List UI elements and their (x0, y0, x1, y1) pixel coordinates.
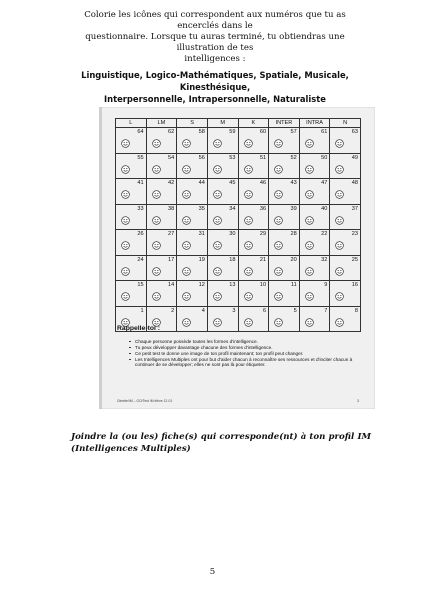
smiley-face-icon[interactable] (244, 139, 253, 148)
cell-number: 49 (351, 154, 358, 161)
smiley-face-icon[interactable] (244, 267, 253, 276)
smiley-face-icon[interactable] (182, 292, 191, 301)
smiley-face-icon[interactable] (305, 241, 314, 250)
grid-cell[interactable] (299, 255, 330, 281)
smiley-face-icon[interactable] (182, 190, 191, 199)
grid-cell[interactable] (238, 128, 269, 154)
reminder-item: Chaque personne possède toutes les formes d'intelligence. (135, 339, 367, 344)
smiley-face-icon[interactable] (152, 241, 161, 250)
grid-cell[interactable] (146, 204, 177, 230)
smiley-face-icon[interactable] (274, 139, 283, 148)
cell-number: 24 (137, 256, 144, 263)
smiley-face-icon[interactable] (121, 190, 130, 199)
smiley-face-icon[interactable] (305, 216, 314, 225)
header-m: M (207, 119, 238, 128)
cell-number: 56 (198, 154, 205, 161)
grid-cell[interactable] (238, 255, 269, 281)
intelligences-list (66, 69, 364, 105)
smiley-face-icon[interactable] (305, 292, 314, 301)
grid-cell[interactable] (269, 204, 300, 230)
smiley-face-icon[interactable] (182, 216, 191, 225)
intro-paragraph (70, 10, 360, 65)
smiley-face-icon[interactable] (121, 241, 130, 250)
cell-number: 2 (171, 307, 175, 314)
smiley-face-icon[interactable] (152, 139, 161, 148)
grid-cell[interactable] (146, 281, 177, 307)
smiley-face-icon[interactable] (244, 190, 253, 199)
grid-cell[interactable] (269, 153, 300, 179)
cell-number: 5 (293, 307, 297, 314)
smiley-face-icon[interactable] (121, 292, 130, 301)
smiley-face-icon[interactable] (305, 190, 314, 199)
grid-cell[interactable] (299, 281, 330, 307)
cell-number: 31 (198, 231, 205, 237)
cell-number: 30 (229, 231, 236, 237)
grid-cell[interactable] (330, 255, 361, 281)
grid-cell[interactable] (238, 153, 269, 179)
cell-number: 4 (201, 307, 205, 314)
smiley-face-icon[interactable] (213, 241, 222, 250)
smiley-face-icon[interactable] (182, 267, 191, 276)
grid-cell[interactable] (177, 281, 208, 307)
cell-number: 41 (137, 180, 144, 186)
cell-number: 21 (259, 256, 267, 263)
grid-cell[interactable] (177, 179, 208, 205)
smiley-face-icon[interactable] (213, 139, 222, 148)
cell-number: 37 (351, 205, 358, 212)
smiley-face-icon[interactable] (305, 139, 314, 148)
scan-edge (99, 107, 102, 409)
cell-number: 7 (324, 307, 328, 314)
cell-number: 9 (324, 282, 328, 288)
grid-cell[interactable] (269, 230, 300, 256)
grid-row (116, 128, 361, 154)
smiley-face-icon[interactable] (335, 292, 344, 301)
smiley-face-icon[interactable] (152, 292, 161, 301)
grid-cell[interactable] (330, 230, 361, 256)
cell-number: 62 (168, 129, 175, 135)
smiley-face-icon[interactable] (274, 216, 283, 225)
cell-number: 32 (321, 256, 328, 263)
grid-cell[interactable] (330, 281, 361, 307)
header-intra: INTRA (299, 119, 330, 128)
cell-number: 10 (259, 282, 267, 288)
cell-number: 42 (168, 180, 175, 186)
cell-number: 28 (290, 231, 297, 237)
cell-number: 45 (229, 180, 236, 186)
cell-number: 46 (259, 180, 267, 186)
cell-number: 35 (198, 205, 205, 212)
smiley-face-icon[interactable] (121, 216, 130, 225)
header-l: L (116, 119, 147, 128)
smiley-face-icon[interactable] (121, 267, 130, 276)
cell-number: 58 (198, 129, 205, 135)
cell-number: 3 (232, 307, 236, 314)
grid-cell[interactable] (330, 179, 361, 205)
intro-line-1: Colorie les icônes qui correspondent aux numéros que tu as encerclés dans le (84, 10, 346, 31)
smiley-face-icon[interactable] (335, 190, 344, 199)
cell-number: 16 (351, 282, 358, 288)
smiley-face-icon[interactable] (305, 165, 314, 174)
smiley-face-icon[interactable] (244, 292, 253, 301)
smiley-face-icon[interactable] (152, 267, 161, 276)
smiley-face-icon[interactable] (335, 267, 344, 276)
reminder-item: Ce petit test te donne une image de ton profil maintenant; ton profil peut changer. (135, 351, 367, 356)
cell-number: 47 (321, 180, 328, 186)
grid-cell[interactable] (330, 204, 361, 230)
grid-cell[interactable] (116, 204, 147, 230)
cell-number: 38 (168, 205, 175, 212)
header-inter: INTER (269, 119, 300, 128)
cell-number: 22 (321, 231, 328, 237)
cell-number: 13 (229, 282, 236, 288)
grid-cell[interactable] (269, 128, 300, 154)
grid-cell[interactable] (207, 255, 238, 281)
reminder-item: Tu peux développer davantage chacune des formes d'intelligence. (135, 345, 367, 350)
grid-cell[interactable] (299, 179, 330, 205)
cell-number: 39 (290, 205, 297, 212)
grid-header-row (116, 119, 361, 128)
header-s: S (177, 119, 208, 128)
grid-cell[interactable] (146, 153, 177, 179)
cell-number: 54 (168, 154, 175, 161)
grid-cell[interactable] (207, 230, 238, 256)
cell-number: 64 (137, 129, 144, 135)
smiley-face-icon[interactable] (335, 241, 344, 250)
cell-number: 34 (229, 205, 236, 212)
grid-cell[interactable] (207, 179, 238, 205)
cell-number: 8 (354, 307, 358, 314)
smiley-face-icon[interactable] (213, 165, 222, 174)
grid-cell[interactable] (269, 255, 300, 281)
cell-number: 57 (290, 129, 297, 135)
reminder-item: Les Intelligences Multiples ont pour but d'aider chacun à reconnaître ses ressources et d'inciter chacun à continuer de se développer; elles ne sont pas là pour étiqueter. (135, 357, 367, 368)
grid-cell[interactable] (269, 179, 300, 205)
grid-cell[interactable] (146, 179, 177, 205)
cell-number: 19 (198, 256, 205, 263)
cell-number: 63 (351, 129, 358, 135)
cell-number: 61 (321, 129, 328, 135)
cell-number: 40 (321, 205, 328, 212)
cell-number: 12 (198, 282, 205, 288)
cell-number: 50 (321, 154, 328, 161)
cell-number: 48 (351, 180, 358, 186)
grid-cell[interactable] (177, 230, 208, 256)
smiley-face-icon[interactable] (121, 165, 130, 174)
intro-line-2: questionnaire. Lorsque tu auras terminé, tu obtiendras une illustration de tes (85, 32, 345, 53)
grid-cell[interactable] (299, 153, 330, 179)
grid-row (116, 230, 361, 256)
scan-reference: Ginette/IM – GO/Test IM élève 12-01 (117, 399, 173, 403)
cell-number: 55 (137, 154, 144, 161)
smiley-face-icon[interactable] (274, 267, 283, 276)
smiley-face-icon[interactable] (274, 190, 283, 199)
smiley-face-icon[interactable] (274, 292, 283, 301)
grid-cell[interactable] (330, 128, 361, 154)
cell-number: 43 (290, 180, 297, 186)
intelligences-line-1: Linguistique, Logico-Mathématiques, Spatiale, Musicale, Kinesthésique, (81, 70, 349, 92)
grid-cell[interactable] (207, 153, 238, 179)
cell-number: 51 (259, 154, 267, 161)
cell-number: 11 (290, 282, 297, 288)
smiley-face-icon[interactable] (244, 241, 253, 250)
smiley-face-icon[interactable] (213, 267, 222, 276)
grid-cell[interactable] (207, 281, 238, 307)
smiley-face-icon[interactable] (213, 190, 222, 199)
cell-number: 14 (168, 282, 175, 288)
grid-cell[interactable] (116, 153, 147, 179)
cell-number: 60 (259, 129, 267, 135)
grid-cell[interactable] (177, 255, 208, 281)
cell-number: 33 (137, 205, 144, 212)
smiley-face-icon[interactable] (305, 267, 314, 276)
grid-body (116, 128, 361, 332)
intelligences-line-2: Interpersonnelle, Intrapersonnelle, Naturaliste (104, 94, 326, 104)
cell-number: 17 (168, 256, 175, 263)
cell-number: 25 (351, 256, 358, 263)
smiley-face-icon[interactable] (213, 292, 222, 301)
grid-row (116, 204, 361, 230)
cell-number: 59 (229, 129, 236, 135)
smiley-face-icon[interactable] (152, 165, 161, 174)
cell-number: 18 (229, 256, 236, 263)
smiley-face-icon[interactable] (335, 216, 344, 225)
smiley-face-icon[interactable] (244, 216, 253, 225)
smiley-face-icon[interactable] (182, 165, 191, 174)
reminder-box (117, 325, 367, 368)
cell-number: 23 (351, 231, 358, 237)
grid-cell[interactable] (238, 204, 269, 230)
grid-cell[interactable] (177, 128, 208, 154)
smiley-face-icon[interactable] (274, 165, 283, 174)
cell-number: 15 (137, 282, 144, 288)
grid-cell[interactable] (269, 281, 300, 307)
grid-cell[interactable] (116, 179, 147, 205)
header-k: K (238, 119, 269, 128)
cell-number: 53 (229, 154, 236, 161)
grid-cell[interactable] (238, 281, 269, 307)
grid-row (116, 281, 361, 307)
smiley-face-icon[interactable] (335, 139, 344, 148)
cell-number: 29 (259, 231, 267, 237)
smiley-face-icon[interactable] (244, 165, 253, 174)
grid-row (116, 153, 361, 179)
grid-cell[interactable] (238, 230, 269, 256)
grid-cell[interactable] (177, 153, 208, 179)
cell-number: 27 (168, 231, 175, 237)
grid-cell[interactable] (330, 153, 361, 179)
smiley-face-icon[interactable] (274, 241, 283, 250)
grid-cell[interactable] (116, 230, 147, 256)
grid-cell[interactable] (299, 204, 330, 230)
grid-cell[interactable] (299, 128, 330, 154)
header-lm: LM (146, 119, 177, 128)
grid-cell[interactable] (207, 204, 238, 230)
smiley-face-icon[interactable] (152, 190, 161, 199)
smiley-face-icon[interactable] (335, 165, 344, 174)
header-n: N (330, 119, 361, 128)
smiley-face-icon[interactable] (152, 216, 161, 225)
grid-row (116, 179, 361, 205)
smiley-face-icon[interactable] (182, 139, 191, 148)
grid-cell[interactable] (116, 128, 147, 154)
instruction-text: Joindre la (ou les) fiche(s) qui corresponde(nt) à ton profil IM (Intelligences Multiples) (71, 432, 371, 454)
smiley-face-icon[interactable] (182, 241, 191, 250)
smiley-face-icon[interactable] (213, 216, 222, 225)
grid-cell[interactable] (146, 230, 177, 256)
cell-number: 6 (263, 307, 267, 314)
scan-page-number: 3 (357, 399, 359, 403)
cell-number: 52 (290, 154, 297, 161)
grid-row (116, 255, 361, 281)
grid-cell[interactable] (207, 128, 238, 154)
intelligence-grid (115, 118, 361, 332)
grid-cell[interactable] (116, 255, 147, 281)
intro-line-3: intelligences : (184, 54, 246, 64)
grid-cell[interactable] (116, 281, 147, 307)
grid-cell[interactable] (146, 255, 177, 281)
reminder-title: Rappelle-toi : (117, 325, 161, 332)
cell-number: 26 (137, 231, 144, 237)
cell-number: 20 (290, 256, 297, 263)
grid-cell[interactable] (146, 128, 177, 154)
cell-number: 36 (259, 205, 267, 212)
reminder-list (117, 339, 367, 368)
cell-number: 44 (198, 180, 205, 186)
cell-number: 1 (140, 307, 144, 314)
smiley-face-icon[interactable] (121, 139, 130, 148)
grid-cell[interactable] (299, 230, 330, 256)
grid-cell[interactable] (177, 204, 208, 230)
page-number: 5 (209, 567, 216, 577)
grid-cell[interactable] (238, 179, 269, 205)
